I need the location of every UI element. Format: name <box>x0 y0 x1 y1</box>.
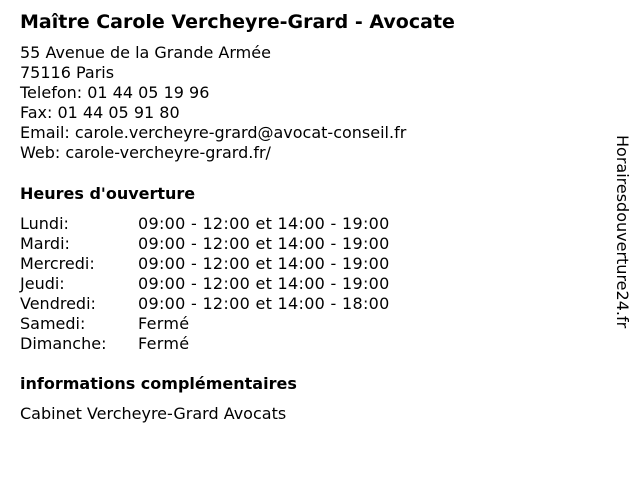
hours-heading: Heures d'ouverture <box>20 184 196 203</box>
time-value: 09:00 - 12:00 et 14:00 - 18:00 <box>138 294 390 313</box>
day-label: Mercredi: <box>20 254 95 273</box>
info-heading: informations complémentaires <box>20 374 297 393</box>
time-value: Fermé <box>138 314 190 333</box>
day-label: Samedi: <box>20 314 86 333</box>
fax-number: Fax: 01 44 05 91 80 <box>20 103 180 122</box>
contact-block <box>20 43 406 163</box>
day-label: Vendredi: <box>20 294 96 313</box>
address-city: 75116 Paris <box>20 63 115 82</box>
day-label: Lundi: <box>20 214 69 233</box>
time-value: 09:00 - 12:00 et 14:00 - 19:00 <box>138 234 390 253</box>
day-label: Dimanche: <box>20 334 107 353</box>
phone-number: Telefon: 01 44 05 19 96 <box>20 83 210 102</box>
site-watermark-label: Horairesdouverture24.fr <box>613 135 632 329</box>
address-street: 55 Avenue de la Grande Armée <box>20 43 271 62</box>
email-address: Email: carole.vercheyre-grard@avocat-conseil.fr <box>20 123 407 142</box>
time-value: 09:00 - 12:00 et 14:00 - 19:00 <box>138 254 390 273</box>
day-label: Jeudi: <box>20 274 65 293</box>
time-value: 09:00 - 12:00 et 14:00 - 19:00 <box>138 274 390 293</box>
info-text: Cabinet Vercheyre-Grard Avocats <box>20 404 287 423</box>
website: Web: carole-vercheyre-grard.fr/ <box>20 143 271 162</box>
day-label: Mardi: <box>20 234 70 253</box>
page-title: Maître Carole Vercheyre-Grard - Avocate <box>20 11 455 33</box>
time-value: 09:00 - 12:00 et 14:00 - 19:00 <box>138 214 390 233</box>
time-value: Fermé <box>138 334 190 353</box>
